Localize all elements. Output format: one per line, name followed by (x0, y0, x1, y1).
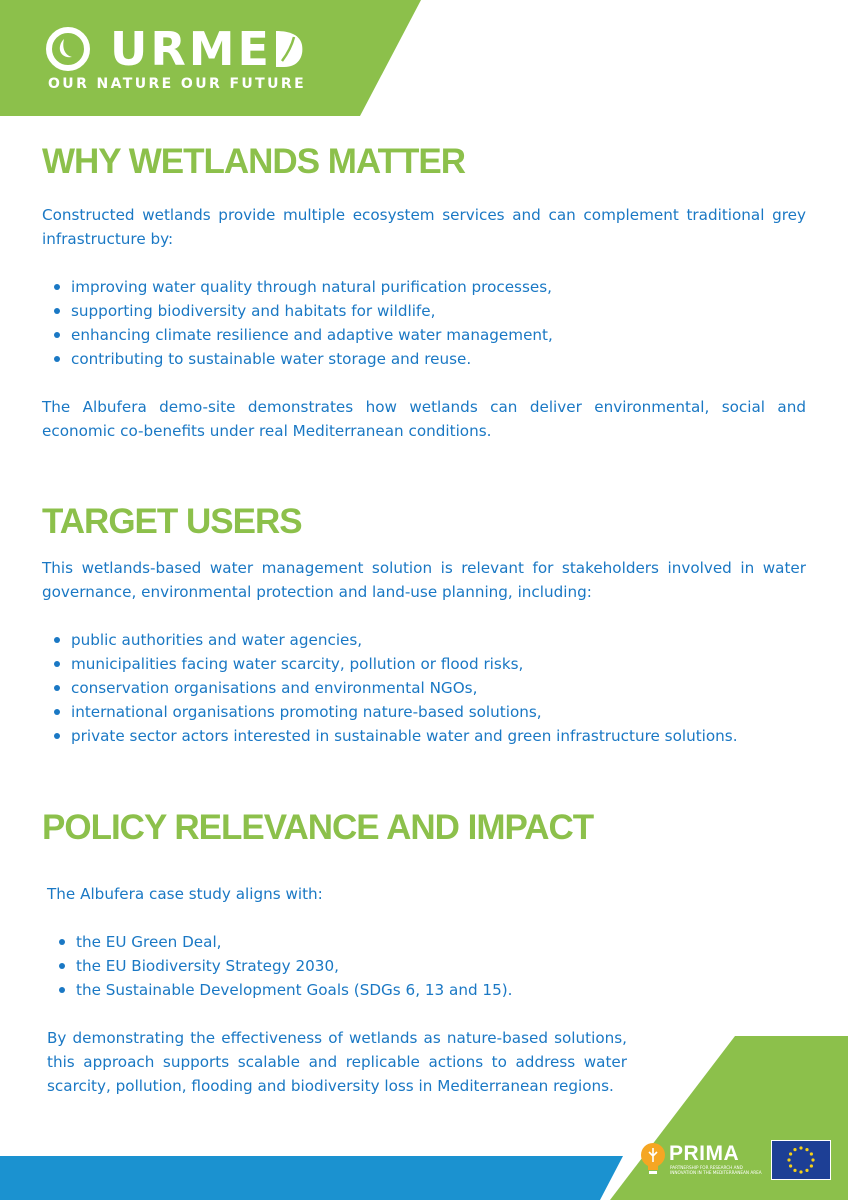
eu-star (789, 1152, 792, 1155)
prima-logo (637, 1140, 763, 1180)
section-target-users (42, 502, 806, 748)
eu-star (789, 1164, 792, 1167)
eu-star (799, 1146, 802, 1149)
list-item: international organisations promoting nature-based solutions, (54, 700, 806, 724)
section-policy (42, 808, 806, 848)
why-closing: The Albufera demo-site demonstrates how wetlands can deliver environmental, social and economic co-benefits under real Mediterranean conditions. (42, 398, 806, 440)
eu-star (810, 1152, 813, 1155)
eu-star (805, 1169, 808, 1172)
list-item: municipalities facing water scarcity, pollution or flood risks, (54, 652, 806, 676)
eu-star (793, 1169, 796, 1172)
policy-intro: The Albufera case study aligns with: (47, 885, 323, 903)
list-item: conservation organisations and environmental NGOs, (54, 676, 806, 700)
list-item: enhancing climate resilience and adaptive water management, (54, 323, 806, 347)
list-item: contributing to sustainable water storage and reuse. (54, 347, 806, 371)
leaf-icon (274, 27, 304, 71)
list-item: public authorities and water agencies, (54, 628, 806, 652)
list-item: supporting biodiversity and habitats for wildlife, (54, 299, 806, 323)
list-item: private sector actors interested in sustainable water and green infrastructure solutions. (54, 724, 806, 748)
why-intro: Constructed wetlands provide multiple ecosystem services and can complement traditional grey infrastructure by: (42, 206, 806, 248)
eu-flag-icon (771, 1140, 831, 1180)
prima-subtitle: PARTNERSHIP FOR RESEARCH AND INNOVATION IN THE MEDITERRANEAN AREA (670, 1165, 762, 1175)
list-item: the EU Green Deal, (59, 930, 627, 954)
eu-star (787, 1158, 790, 1161)
ourmed-logo (46, 24, 346, 96)
section-title-why: WHY WETLANDS MATTER (42, 142, 465, 181)
eu-star (811, 1158, 814, 1161)
logo-tagline: OUR NATURE OUR FUTURE (48, 76, 307, 92)
eu-star (799, 1170, 802, 1173)
logo-letters: URME (110, 22, 272, 76)
list-item: improving water quality through natural purification processes, (54, 275, 806, 299)
users-intro: This wetlands-based water management solution is relevant for stakeholders involved in water governance, environmental protection and land-use planning, including: (42, 559, 806, 601)
section-why-wetlands (42, 142, 806, 443)
eu-star (805, 1148, 808, 1151)
eu-star (810, 1164, 813, 1167)
prima-wordmark: PRIMA (669, 1142, 740, 1165)
list-item: the Sustainable Development Goals (SDGs 6, 13 and 15). (59, 978, 627, 1002)
list-item: the EU Biodiversity Strategy 2030, (59, 954, 627, 978)
why-list (42, 275, 806, 371)
section-title-users: TARGET USERS (42, 502, 302, 541)
eu-star (793, 1148, 796, 1151)
logo-text (92, 24, 110, 74)
water-drop-icon (46, 27, 90, 71)
lightbulb-icon (639, 1142, 667, 1178)
policy-closing: By demonstrating the effectiveness of wetlands as nature-based solutions, this approach supports scalable and replicable actions to address water scarcity, pollution, flooding and biodiversity loss in Mediterranean regions. (47, 1029, 627, 1095)
users-list (42, 628, 806, 748)
policy-list (47, 930, 627, 1002)
section-title-policy: POLICY RELEVANCE AND IMPACT (42, 808, 594, 847)
logo-wordmark (46, 24, 304, 74)
